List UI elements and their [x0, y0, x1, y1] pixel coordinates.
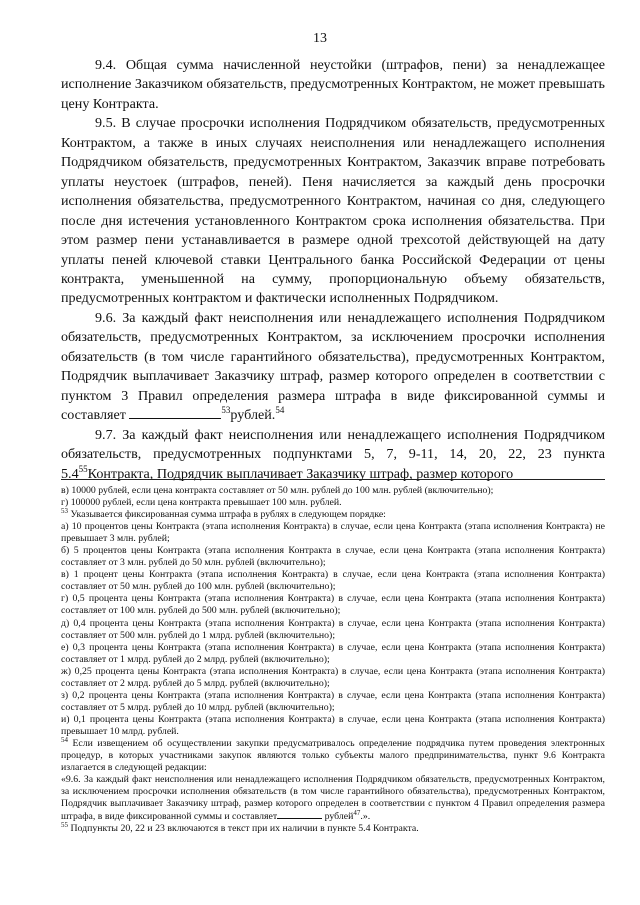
fill-in-blank	[277, 810, 322, 819]
main-text	[61, 56, 605, 484]
footnote-line: в) 10000 рублей, если цена контракта составляет от 50 млн. рублей до 100 млн. рублей (включительно);	[61, 485, 494, 496]
footnote-ref-55: 55	[78, 463, 88, 474]
page-number: 13	[313, 31, 327, 46]
footnote-53	[61, 509, 605, 521]
footnote-line: г) 0,5 процента цены Контракта (этапа исполнения Контракта) в случае, если цена Контракта (этапа исполнения Контракта) составляет от 100 млн. рублей до 500 млн. рублей (включительно);	[61, 593, 605, 617]
footnote-text: .».	[360, 811, 371, 823]
footnote-text: рублей	[322, 811, 354, 823]
footnote-text: «9.6. За каждый факт неисполнения или ненадлежащего исполнения Подрядчиком обязательств, предусмотренных Контрактом, за исключением просрочки исполнения обязательств (в том числе гарантийного обязательства), предусмотренных Контрактом, Подрядчик выплачивает Заказчику штраф, размер которого определен в соответствии с пунктом 4 Правил определения размера штрафа, в виде фиксированной суммы и составляет	[61, 774, 605, 823]
paragraph-9-6-text: 9.6. За каждый факт неисполнения или ненадлежащего исполнения Подрядчиком обязательств, предусмотренных Контрактом, за исключением просрочки исполнения обязательств (в том числе гарантийного обязательства), предусмотренных Контрактом, Подрядчик выплачивает Заказчику штраф, размер которого определен в соответствии с пунктом 3 Правил определения размера штрафа в виде фиксированной суммы и составляет	[61, 309, 605, 424]
footnote-marker: 54	[61, 735, 68, 744]
paragraph-9-7-text: 9.7. За каждый факт неисполнения или ненадлежащего исполнения Подрядчиком обязательств, предусмотренных подпунктами 5, 7, 9-11, 14, 20, 22, 23 пункта 5.4	[61, 426, 605, 482]
footnote-line: д) 0,4 процента цены Контракта (этапа исполнения Контракта) в случае, если цена Контракта (этапа исполнения Контракта) составляет от 500 млн. рублей до 1 млрд. рублей (включительно);	[61, 617, 605, 641]
footnote-line: и) 0,1 процента цены Контракта (этапа исполнения Контракта) в случае, если цена Контракта (этапа исполнения Контракта) превышает 10 млрд. рублей.	[61, 713, 605, 737]
footnotes	[61, 485, 605, 835]
footnote-separator	[61, 479, 605, 480]
paragraph-9-4: 9.4. Общая сумма начисленной неустойки (штрафов, пени) за ненадлежащее исполнение Заказчиком обязательств, предусмотренных Контрактом, не может превышать цену Контракта.	[61, 57, 605, 112]
footnote-text: Подпункты 20, 22 и 23 включаются в текст при их наличии в пункте 5.4 Контракта.	[68, 823, 419, 835]
paragraph-9-5: 9.5. В случае просрочки исполнения Подрядчиком обязательств, предусмотренных Контрактом, а также в иных случаях неисполнения или ненадлежащего исполнения Подрядчиком обязательств, предусмотренных Контрактом, Заказчик вправе потребовать уплаты неустоек (штрафов, пеней). Пеня начисляется за каждый день просрочки исполнения обязательства, предусмотренного Контрактом, начиная со дня, следующего после дня истечения установленного Контрактом срока исполнения обязательства. При этом размер пени устанавливается в размере одной трехсотой действующей на дату уплаты пеней ключевой ставки Центрального банка Российской Федерации от цены контракта, уменьшенной на сумму, пропорциональную объему обязательств, предусмотренных контрактом и фактически исполненных Подрядчиком.	[61, 115, 605, 307]
footnote-ref-54: 54	[275, 405, 285, 416]
footnote-marker: 55	[61, 821, 68, 830]
footnote-54	[61, 735, 605, 774]
footnote-quote	[61, 774, 605, 823]
footnote-55	[61, 823, 605, 835]
footnote-line: б) 5 процентов цены Контракта (этапа исполнения Контракта в случае, если цена Контракта (этапа исполнения Контракта) составляет от 3 млн. рублей до 50 млн. рублей (включительно);	[61, 545, 605, 569]
paragraph-9-7-continued: Контракта, Подрядчик выплачивает Заказчику штраф, размер которого	[87, 465, 514, 482]
paragraph-9-6	[61, 309, 605, 426]
fill-in-blank	[129, 407, 221, 419]
footnote-text: Указывается фиксированная сумма штрафа в рублях в следующем порядке:	[68, 509, 386, 521]
footnote-text: Если извещением об осуществлении закупки предусматривалось определение подрядчика путем проведения электронных процедур, в которых участниками закупок являются только субъекты малого предпринимательства, пункт 9.6 Контракта излагается в следующей редакции:	[61, 737, 605, 774]
footnote-line: ж) 0,25 процента цены Контракта (этапа исполнения Контракта) в случае, если цена Контракта (этапа исполнения Контракта) составляет от 2 млрд. рублей до 5 млрд. рублей (включительно);	[61, 665, 605, 689]
footnote-line: в) 1 процент цены Контракта (этапа исполнения Контракта) в случае, если цена Контракта (этапа исполнения Контракта) составляет от 50 млн. рублей до 100 млн. рублей (включительно);	[61, 569, 605, 593]
footnote-line: а) 10 процентов цены Контракта (этапа исполнения Контракта) в случае, если цена Контракта (этапа исполнения Контракта) не превышает 3 млн. рублей;	[61, 521, 605, 545]
footnote-marker: 53	[61, 507, 68, 516]
footnote-marker: 47	[353, 809, 361, 818]
footnote-line: з) 0,2 процента цены Контракта (этапа исполнения Контракта) в случае, если цена Контракта (этапа исполнения Контракта) составляет от 5 млрд. рублей до 10 млрд. рублей (включительно);	[61, 689, 605, 713]
footnote-line: г) 100000 рублей, если цена контракта превышает 100 млн. рублей.	[61, 497, 342, 509]
footnote-ref-53: 53	[221, 405, 231, 416]
paragraph-9-6-unit: рублей.	[230, 407, 276, 424]
paragraph-9-7	[61, 426, 605, 484]
footnote-line: е) 0,3 процента цены Контракта (этапа исполнения Контракта) в случае, если цена Контракта (этапа исполнения Контракта) составляет от 1 млрд. рублей до 2 млрд. рублей (включительно);	[61, 641, 605, 665]
